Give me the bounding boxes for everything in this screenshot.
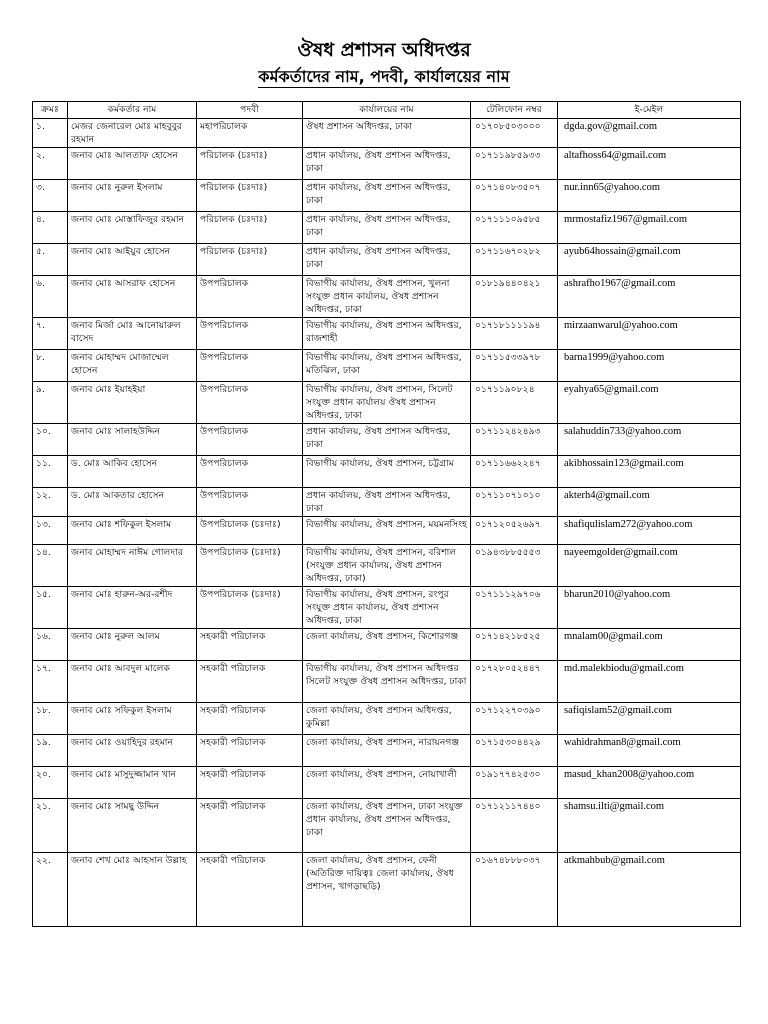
table-row (33, 629, 741, 661)
header-designation: পদবী (197, 102, 303, 119)
table-row (33, 350, 741, 382)
table-row (33, 424, 741, 456)
cell-officer-name: জনাব মোঃ শফিকুল ইসলাম (68, 517, 197, 545)
cell-serial: ১৯. (33, 735, 68, 767)
cell-email[interactable]: akibhossain123@gmail.com (558, 456, 741, 488)
cell-serial: ৫. (33, 244, 68, 276)
cell-office-name: প্রধান কার্যালয়, ঔষধ প্রশাসন অধিদপ্তর, ঢাকা (303, 488, 471, 517)
cell-office-name: বিভাগীয় কার্যালয়, ঔষধ প্রশাসন, খুলনা সংযুক্ত প্রধান কার্যালয়, ঔষধ প্রশাসন অধিদপ্তর, ঢাকা (303, 276, 471, 318)
cell-email[interactable]: mirzaanwarul@yahoo.com (558, 318, 741, 350)
cell-serial: ১৬. (33, 629, 68, 661)
cell-office-name: বিভাগীয় কার্যালয়, ঔষধ প্রশাসন, রংপুর সংযুক্ত প্রধান কার্যালয়, ঔষধ প্রশাসন অধিদপ্তর, ঢাকা (303, 587, 471, 629)
cell-officer-name: জনাব মোঃ নুরুল ইসলাম (68, 180, 197, 212)
header-phone: টেলিফোন নম্বর (471, 102, 558, 119)
cell-email[interactable]: mnalam00@gmail.com (558, 629, 741, 661)
cell-phone: ০১৭০৮৫০৩০০০ (471, 119, 558, 148)
officials-table (32, 101, 741, 927)
cell-email[interactable]: ashrafho1967@gmail.com (558, 276, 741, 318)
cell-phone: ০১৮১৯৪৪০৪২১ (471, 276, 558, 318)
cell-serial: ১০. (33, 424, 68, 456)
cell-office-name: প্রধান কার্যালয়, ঔষধ প্রশাসন অধিদপ্তর, ঢাকা (303, 148, 471, 180)
cell-officer-name: মেজর জেনারেল মোঃ মাহবুবুর রহমান (68, 119, 197, 148)
header-officer-name: কর্মকর্তার নাম (68, 102, 197, 119)
cell-officer-name: জনাব মোঃ ওয়াহিদুর রহমান (68, 735, 197, 767)
cell-office-name: প্রধান কার্যালয়, ঔষধ প্রশাসন অধিদপ্তর, ঢাকা (303, 424, 471, 456)
cell-designation: উপপরিচালক (197, 350, 303, 382)
cell-designation: সহকারী পরিচালক (197, 767, 303, 799)
cell-office-name: বিভাগীয় কার্যালয়, ঔষধ প্রশাসন অধিদপ্তর সিলেট সংযুক্ত ঔষধ প্রশাসন অধিদপ্তর, ঢাকা (303, 661, 471, 703)
cell-email[interactable]: nur.inn65@yahoo.com (558, 180, 741, 212)
cell-phone: ০১৭১৮১১১১৯৪ (471, 318, 558, 350)
cell-officer-name: জনাব মির্জা মোঃ আনোয়ারুল বাসেদ (68, 318, 197, 350)
cell-officer-name: জনাব মোঃ সফিকুল ইসলাম (68, 703, 197, 735)
cell-serial: ৩. (33, 180, 68, 212)
table-row (33, 382, 741, 424)
cell-serial: ২১. (33, 799, 68, 853)
cell-designation: উপপরিচালক (চঃদাঃ) (197, 545, 303, 587)
cell-serial: ১২. (33, 488, 68, 517)
cell-office-name: প্রধান কার্যালয়, ঔষধ প্রশাসন অধিদপ্তর, ঢাকা (303, 244, 471, 276)
cell-designation: সহকারী পরিচালক (197, 703, 303, 735)
cell-email[interactable]: ayub64hossain@gmail.com (558, 244, 741, 276)
cell-phone: ০১৭১১৯০৮২৪ (471, 382, 558, 424)
cell-designation: উপপরিচালক (197, 456, 303, 488)
cell-office-name: জেলা কার্যালয়, ঔষধ প্রশাসন, কিশোরগঞ্জ (303, 629, 471, 661)
cell-designation: পরিচালক (চঃদাঃ) (197, 212, 303, 244)
cell-serial: ৮. (33, 350, 68, 382)
cell-email[interactable]: akterh4@gmail.com (558, 488, 741, 517)
document-subtitle (0, 64, 768, 91)
cell-email[interactable]: wahidrahman8@gmail.com (558, 735, 741, 767)
cell-email[interactable]: bharun2010@yahoo.com (558, 587, 741, 629)
cell-phone: ০১৭১১০৭১০১০ (471, 488, 558, 517)
cell-email[interactable]: shamsu.ilti@gmail.com (558, 799, 741, 853)
cell-phone: ০১৭১১১২৯৭০৬ (471, 587, 558, 629)
cell-email[interactable]: atkmahbub@gmail.com (558, 853, 741, 927)
cell-office-name: জেলা কার্যালয়, ঔষধ প্রশাসন, নোয়াখালী (303, 767, 471, 799)
cell-designation: উপপরিচালক (চঃদাঃ) (197, 517, 303, 545)
cell-officer-name: জনাব মোঃ নুরুল আলম (68, 629, 197, 661)
cell-serial: ১৩. (33, 517, 68, 545)
cell-office-name: প্রধান কার্যালয়, ঔষধ প্রশাসন অধিদপ্তর, ঢাকা (303, 212, 471, 244)
table-row (33, 318, 741, 350)
cell-designation: উপপরিচালক (197, 276, 303, 318)
cell-officer-name: ড. মোঃ আকিব হোসেন (68, 456, 197, 488)
cell-officer-name: জনাব মোঃ সালাহউদ্দিন (68, 424, 197, 456)
table-row (33, 180, 741, 212)
cell-office-name: জেলা কার্যালয়, ঔষধ প্রশাসন, নারায়নগঞ্জ (303, 735, 471, 767)
table-row (33, 545, 741, 587)
cell-officer-name: জনাব মোঃ আইয়ুব হোসেন (68, 244, 197, 276)
cell-serial: ৯. (33, 382, 68, 424)
cell-designation: সহকারী পরিচালক (197, 853, 303, 927)
cell-phone: ০১৯৪৩৮৮৫৫৫৩ (471, 545, 558, 587)
cell-office-name: বিভাগীয় কার্যালয়, ঔষধ প্রশাসন অধিদপ্তর, মতিঝিল, ঢাকা (303, 350, 471, 382)
cell-office-name: বিভাগীয় কার্যালয়, ঔষধ প্রশাসন, চট্টগ্রাম (303, 456, 471, 488)
header-serial: ক্রমঃ (33, 102, 68, 119)
cell-officer-name: জনাব মোঃ ইয়াহইয়া (68, 382, 197, 424)
cell-designation: সহকারী পরিচালক (197, 799, 303, 853)
cell-email[interactable]: altafhoss64@gmail.com (558, 148, 741, 180)
cell-designation: মহাপরিচালক (197, 119, 303, 148)
table-row (33, 661, 741, 703)
cell-officer-name: জনাব মোঃ আলতাফ হোসেন (68, 148, 197, 180)
cell-designation: উপপরিচালক (197, 382, 303, 424)
cell-serial: ১৫. (33, 587, 68, 629)
cell-officer-name: জনাব মোঃ হারুন-অর-রশীদ (68, 587, 197, 629)
table-row (33, 456, 741, 488)
table-row (33, 148, 741, 180)
table-row (33, 799, 741, 853)
cell-officer-name: জনাব মোঃ মোস্তাফিজুর রহমান (68, 212, 197, 244)
cell-phone: ০১৭১৪০৮৩৫০৭ (471, 180, 558, 212)
cell-designation: পরিচালক (চঃদাঃ) (197, 244, 303, 276)
cell-serial: ৭. (33, 318, 68, 350)
cell-serial: ৬. (33, 276, 68, 318)
cell-email[interactable]: masud_khan2008@yahoo.com (558, 767, 741, 799)
cell-phone: ০১৭১১৬৬২২৪৭ (471, 456, 558, 488)
cell-designation: উপপরিচালক (197, 318, 303, 350)
cell-phone: ০১৭১২১১৭৪৪০ (471, 799, 558, 853)
cell-officer-name: ড. মোঃ আকতার হোসেন (68, 488, 197, 517)
cell-office-name: বিভাগীয় কার্যালয়, ঔষধ প্রশাসন, বরিশাল (সংযুক্ত প্রধান কার্যালয়, ঔষধ প্রশাসন অধিদপ্তর, ঢাকা) (303, 545, 471, 587)
cell-officer-name: জনাব শেখ মোঃ আহসান উল্লাহ (68, 853, 197, 927)
cell-designation: সহকারী পরিচালক (197, 661, 303, 703)
cell-serial: ৪. (33, 212, 68, 244)
header-email: ই-মেইল (558, 102, 741, 119)
cell-email[interactable]: nayeemgolder@gmail.com (558, 545, 741, 587)
cell-serial: ২. (33, 148, 68, 180)
cell-phone: ০১৭১১৬৭০২৮২ (471, 244, 558, 276)
table-header-row (33, 102, 741, 119)
table-row (33, 488, 741, 517)
cell-phone: ০১৭১১২৪২৪৯৩ (471, 424, 558, 456)
cell-office-name: ঔষধ প্রশাসন অধিদপ্তর, ঢাকা (303, 119, 471, 148)
cell-office-name: বিভাগীয় কার্যালয়, ঔষধ প্রশাসন অধিদপ্তর, রাজশাহী (303, 318, 471, 350)
table-body (33, 119, 741, 927)
table-row (33, 119, 741, 148)
cell-office-name: জেলা কার্যালয়, ঔষধ প্রশাসন, ঢাকা সংযুক্ত প্রধান কার্যালয়, ঔষধ প্রশাসন অধিদপ্তর, ঢাকা (303, 799, 471, 853)
cell-officer-name: জনাব মোঃ মাসুদুজ্জামান খান (68, 767, 197, 799)
cell-phone: ০১৭১২২৭০৩৯০ (471, 703, 558, 735)
cell-office-name: বিভাগীয় কার্যালয়, ঔষধ প্রশাসন, সিলেট সংযুক্ত প্রধান কার্যালয় ঔষধ প্রশাসন অধিদপ্তর, ঢাকা (303, 382, 471, 424)
cell-phone: ০১৯১৭৭৪২৫৩০ (471, 767, 558, 799)
cell-phone: ০১৬৭৪৮৮৮০৩৭ (471, 853, 558, 927)
cell-designation: উপপরিচালক (197, 488, 303, 517)
cell-officer-name: জনাব মোহাম্মদ নাঈম গোলদার (68, 545, 197, 587)
cell-serial: ১৮. (33, 703, 68, 735)
cell-email[interactable]: eyahya65@gmail.com (558, 382, 741, 424)
cell-email[interactable]: mrmostafiz1967@gmail.com (558, 212, 741, 244)
cell-email[interactable]: md.malekbiodu@gmail.com (558, 661, 741, 703)
table-row (33, 853, 741, 927)
subtitle-text: কর্মকর্তাদের নাম, পদবী, কার্যালয়ের নাম (258, 67, 510, 86)
cell-serial: ২০. (33, 767, 68, 799)
cell-office-name: জেলা কার্যালয়, ঔষধ প্রশাসন অধিদপ্তর, কুমিল্লা (303, 703, 471, 735)
cell-designation: উপপরিচালক (197, 424, 303, 456)
cell-officer-name: জনাব মোঃ আবদুল মালেক (68, 661, 197, 703)
cell-phone: ০১৭১১৯৮৫৯৩৩ (471, 148, 558, 180)
table-row (33, 735, 741, 767)
table-row (33, 767, 741, 799)
cell-designation: উপপরিচালক (চঃদাঃ) (197, 587, 303, 629)
cell-office-name: জেলা কার্যালয়, ঔষধ প্রশাসন, ফেনী (অতিরিক্ত দায়িত্বঃ জেলা কার্যালয়, ঔষধ প্রশাসন, খাগড়াছড়ি) (303, 853, 471, 927)
cell-email[interactable]: salahuddin733@yahoo.com (558, 424, 741, 456)
table-row (33, 703, 741, 735)
cell-email[interactable]: dgda.gov@gmail.com (558, 119, 741, 148)
cell-designation: সহকারী পরিচালক (197, 629, 303, 661)
cell-officer-name: জনাব মোঃ আসরাফ হোসেন (68, 276, 197, 318)
cell-serial: ১. (33, 119, 68, 148)
cell-phone: ০১৭১৫৩০৪৪২৯ (471, 735, 558, 767)
cell-serial: ২২. (33, 853, 68, 927)
table-row (33, 517, 741, 545)
cell-serial: ১১. (33, 456, 68, 488)
document-title: ঔষধ প্রশাসন অধিদপ্তর (297, 39, 471, 61)
cell-phone: ০১৭১১৫৩৩৯৭৮ (471, 350, 558, 382)
cell-phone: ০১৭২৮০৫২৪৪৭ (471, 661, 558, 703)
cell-serial: ১৭. (33, 661, 68, 703)
cell-email[interactable]: shafiqulislam272@yahoo.com (558, 517, 741, 545)
cell-designation: পরিচালক (চঃদাঃ) (197, 180, 303, 212)
cell-phone: ০১৭১১১০৯৫৮৫ (471, 212, 558, 244)
cell-officer-name: জনাব মোহাম্মদ মোজাম্মেল হোসেন (68, 350, 197, 382)
cell-serial: ১৪. (33, 545, 68, 587)
table-row (33, 587, 741, 629)
cell-officer-name: জনাব মোঃ সামছু উদ্দিন (68, 799, 197, 853)
cell-phone: ০১৭১৪২১৮৫২৫ (471, 629, 558, 661)
cell-email[interactable]: barna1999@yahoo.com (558, 350, 741, 382)
table-row (33, 212, 741, 244)
cell-phone: ০১৭১২০৫২৬৯৭ (471, 517, 558, 545)
cell-office-name: বিভাগীয় কার্যালয়, ঔষধ প্রশাসন, ময়মনসিংহ (303, 517, 471, 545)
table-row (33, 244, 741, 276)
cell-email[interactable]: safiqislam52@gmail.com (558, 703, 741, 735)
cell-office-name: প্রধান কার্যালয়, ঔষধ প্রশাসন অধিদপ্তর, ঢাকা (303, 180, 471, 212)
cell-designation: পরিচালক (চঃদাঃ) (197, 148, 303, 180)
cell-designation: সহকারী পরিচালক (197, 735, 303, 767)
header-office-name: কার্যালয়ের নাম (303, 102, 471, 119)
table-row (33, 276, 741, 318)
